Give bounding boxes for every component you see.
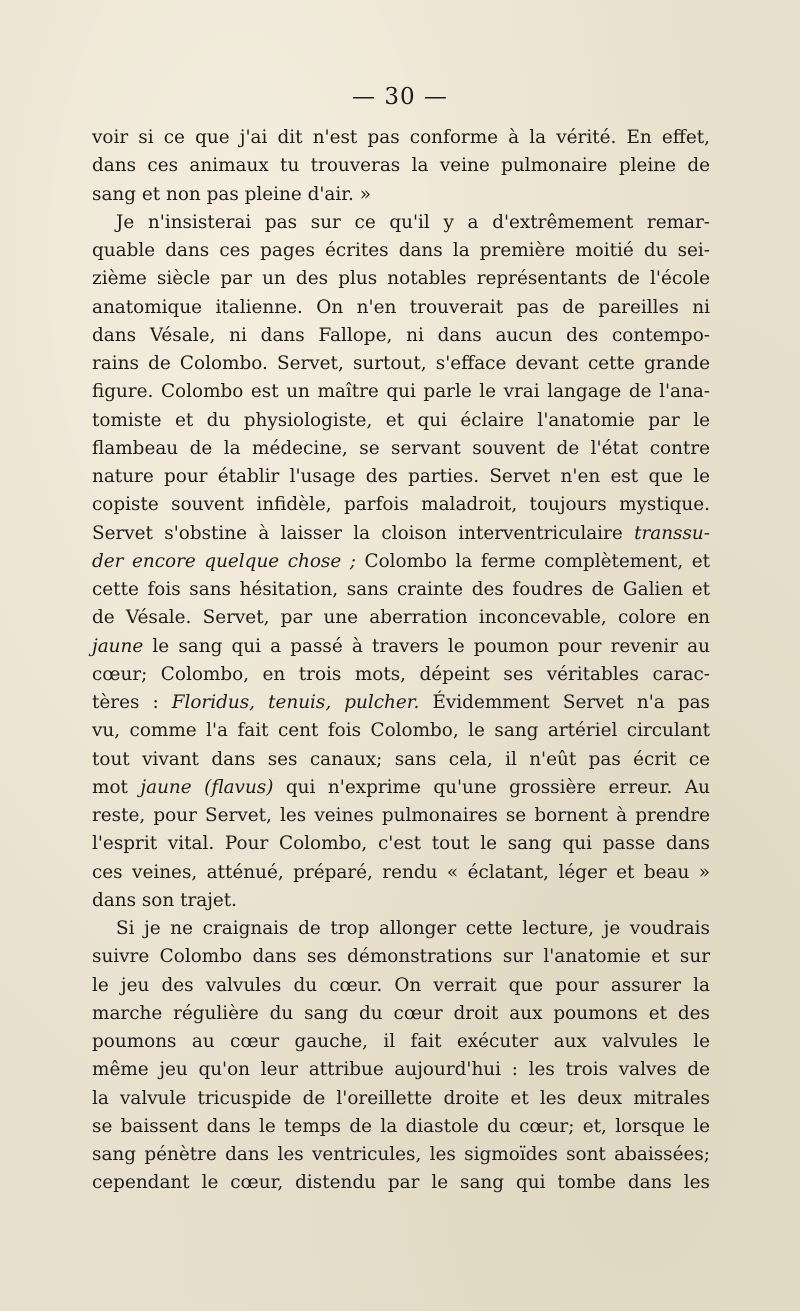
text-line xyxy=(92,802,710,830)
text-line xyxy=(92,1113,710,1141)
text-run: de Vésale. Servet, par une aberration inconcevable, colore en xyxy=(92,607,710,629)
text-run: Évidemment Servet n'a pas xyxy=(419,692,710,713)
text-line xyxy=(92,520,710,548)
text-run: marche régulière du sang du cœur droit aux poumons et des xyxy=(92,1002,710,1024)
text-run: tout vivant dans ses canaux; sans cela, il n'eût pas écrit ce xyxy=(92,748,710,770)
text-run: dans Vésale, ni dans Fallope, ni dans aucun des contempo- xyxy=(92,324,710,346)
text-line xyxy=(92,124,710,152)
text-line xyxy=(92,943,710,971)
text-run: l'esprit vital. Pour Colombo, c'est tout le sang qui passe dans xyxy=(92,833,710,855)
italic-text: der encore quelque chose ; xyxy=(92,550,356,572)
text-line xyxy=(92,294,710,322)
text-run: Colombo la ferme complètement, et xyxy=(355,550,710,572)
text-line xyxy=(92,463,710,491)
text-run: sang pénètre dans les ventricules, les sigmoïdes sont abaissées; xyxy=(92,1144,710,1165)
text-run: Si je ne craignais de trop allonger cette lecture, je voudrais xyxy=(116,918,710,939)
text-line xyxy=(92,265,710,293)
text-line xyxy=(92,181,710,209)
text-line xyxy=(92,1141,710,1169)
body-text xyxy=(92,124,710,1198)
italic-text: Floridus, tenuis, pulcher. xyxy=(171,692,420,713)
text-line xyxy=(92,661,710,689)
text-line xyxy=(92,915,710,943)
text-run: le jeu des valvules du cœur. On verrait que pour assurer la xyxy=(92,974,710,996)
text-run: sang et non pas pleine d'air. » xyxy=(92,183,371,205)
text-line xyxy=(92,1000,710,1028)
text-line xyxy=(92,774,710,802)
text-run: Servet s'obstine à laisser la cloison interventriculaire xyxy=(92,522,635,544)
text-run: anatomique italienne. On n'en trouverait pas de pareilles ni xyxy=(92,296,710,318)
text-run: cependant le cœur, distendu par le sang qui tombe dans les xyxy=(92,1172,710,1194)
text-run: vu, comme l'a fait cent fois Colombo, le sang artériel circulant xyxy=(92,720,710,742)
italic-text: jaune xyxy=(92,635,144,657)
text-run: se baissent dans le temps de la diastole du cœur; et, lorsque le xyxy=(92,1115,710,1137)
text-line xyxy=(92,604,710,632)
text-run: copiste souvent infidèle, parfois maladroit, toujours mystique. xyxy=(92,494,710,516)
text-run: poumons au cœur gauche, il fait exécuter aux valvules le xyxy=(92,1031,710,1052)
text-run: rains de Colombo. Servet, surtout, s'efface devant cette grande xyxy=(92,353,710,374)
text-line xyxy=(92,378,710,406)
text-line xyxy=(92,237,710,265)
text-line xyxy=(92,830,710,858)
text-run: flambeau de la médecine, se servant souvent de l'état contre xyxy=(92,437,710,459)
text-run: zième siècle par un des plus notables représentants de l'école xyxy=(92,268,710,290)
text-run: dans son trajet. xyxy=(92,889,238,911)
text-line xyxy=(92,491,710,519)
text-line xyxy=(92,859,710,887)
italic-text: transsu- xyxy=(634,522,710,544)
text-run: reste, pour Servet, les veines pulmonaires se bornent à prendre xyxy=(92,805,710,826)
text-line xyxy=(92,350,710,378)
text-line xyxy=(92,209,710,237)
text-line xyxy=(92,746,710,774)
text-line xyxy=(92,407,710,435)
text-run: voir si ce que j'ai dit n'est pas conforme à la vérité. En effet, xyxy=(92,127,710,148)
page-number: — 30 — xyxy=(352,84,448,110)
text-line xyxy=(92,152,710,180)
text-run: quable dans ces pages écrites dans la première moitié du sei- xyxy=(92,240,710,261)
text-run: Je n'insisterai pas sur ce qu'il y a d'extrêmement remar- xyxy=(116,211,710,233)
text-run: dans ces animaux tu trouveras la veine pulmonaire pleine de xyxy=(92,155,710,177)
text-run: la valvule tricuspide de l'oreillette droite et les deux mitrales xyxy=(92,1087,710,1109)
text-line xyxy=(92,548,710,576)
text-run: figure. Colombo est un maître qui parle le vrai langage de l'ana- xyxy=(92,381,710,403)
text-line xyxy=(92,1085,710,1113)
text-line xyxy=(92,689,710,717)
text-run: le sang qui a passé à travers le poumon pour revenir au xyxy=(143,635,710,657)
text-line xyxy=(92,633,710,661)
text-run: cette fois sans hésitation, sans crainte des foudres de Galien et xyxy=(92,579,710,600)
italic-text: jaune (flavus) xyxy=(140,776,274,798)
text-run: suivre Colombo dans ses démonstrations sur l'anatomie et sur xyxy=(92,946,710,968)
text-line xyxy=(92,717,710,745)
text-run: ces veines, atténué, préparé, rendu « éclatant, léger et beau » xyxy=(92,861,710,883)
text-run: qui n'exprime qu'une grossière erreur. Au xyxy=(273,776,710,798)
text-line xyxy=(92,576,710,604)
text-line xyxy=(92,1056,710,1084)
text-line xyxy=(92,435,710,463)
text-run: cœur; Colombo, en trois mots, dépeint ses véritables carac- xyxy=(92,663,710,685)
text-line xyxy=(92,972,710,1000)
text-line xyxy=(92,1028,710,1056)
text-line xyxy=(92,887,710,915)
text-run: mot xyxy=(92,776,141,798)
text-run: nature pour établir l'usage des parties. Servet n'en est que le xyxy=(92,466,710,487)
text-line xyxy=(92,322,710,350)
text-run: tomiste et du physiologiste, et qui éclaire l'anatomie par le xyxy=(92,409,710,431)
text-line xyxy=(92,1169,710,1197)
text-run: même jeu qu'on leur attribue aujourd'hui : les trois valves de xyxy=(92,1059,710,1081)
text-run: tères : xyxy=(92,692,172,713)
